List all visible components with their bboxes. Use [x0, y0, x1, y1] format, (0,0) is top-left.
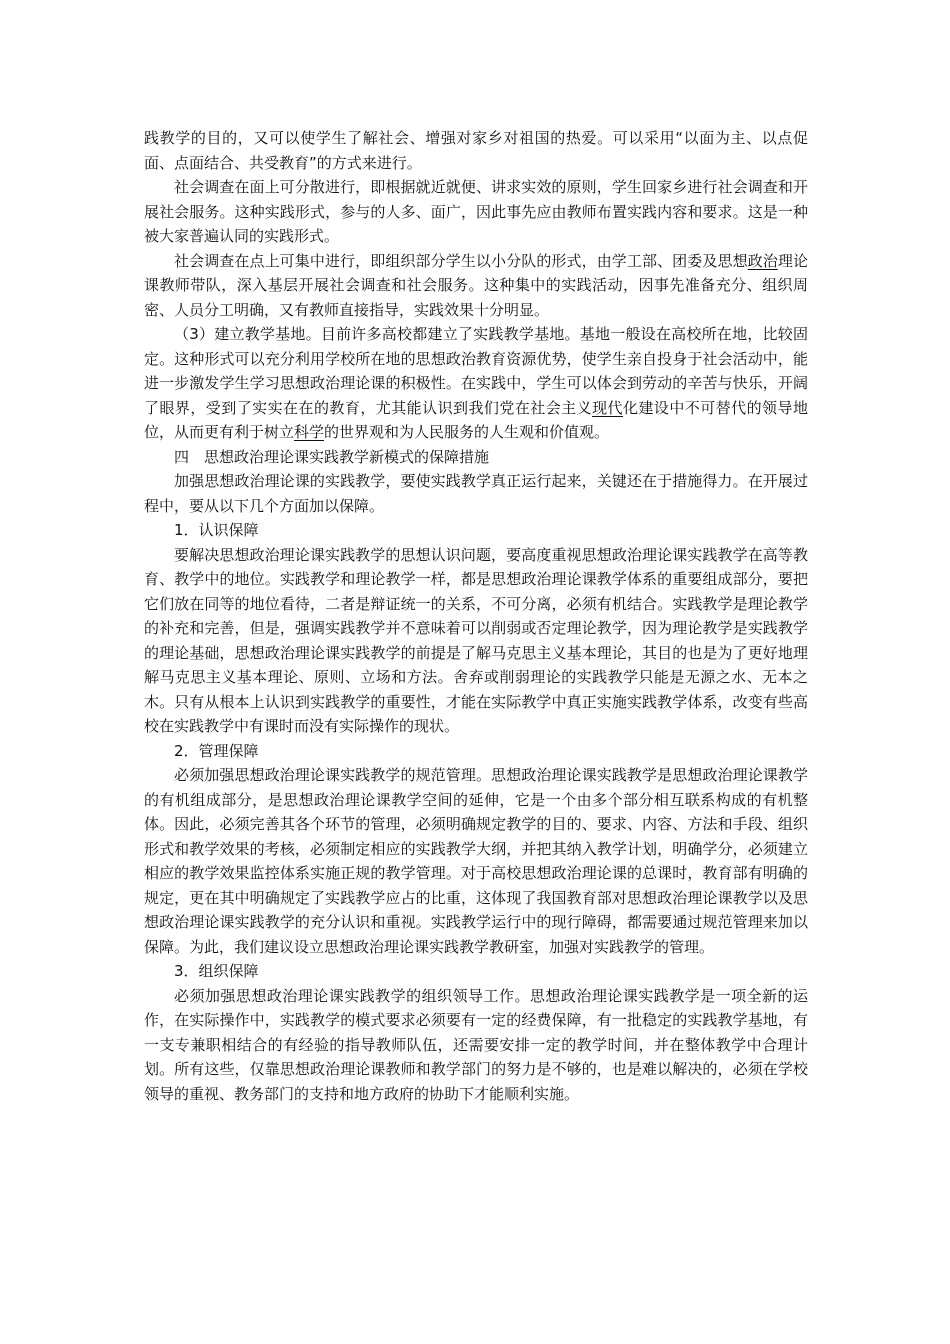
paragraph-text: 化建设中不可替代的领导地位，从而更有利于树立	[144, 398, 808, 441]
paragraph-management: 必须加强思想政治理论课实践教学的规范管理。思想政治理论课实践教学是思想政治理论课教学的有机组成部分，是思想政治理论课教学空间的延伸，它是一个由多个部分相互联系构成的有机整体。因此，必须完善其各个环节的管理，必须明确规定教学的目的、要求、内容、方法和手段、组织形式和教学效果的考核，必须制定相应的实践教学大纲，并把其纳入教学计划，明确学分，必须建立相应的教学效果监控体系实施正规的教学管理。对于高校思想政治理论课的总课时，教育部有明确的规定，更在其中明确规定了实践教学应占的比重，这体现了我国教育部对思想政治理论课教学以及思想政治理论课实践教学的充分认识和重视。实践教学运行中的现行障碍，都需要通过规范管理来加以保障。为此，我们建议设立思想政治理论课实践教学教研室，加强对实践教学的管理。	[144, 766, 808, 956]
link-modern[interactable]: 现代	[592, 398, 623, 417]
paragraph-guarantee-intro: 加强思想政治理论课的实践教学，要使实践教学真正运行起来，关键还在于措施得力。在开展过程中，要从以下几个方面加以保障。	[144, 472, 808, 515]
document-body	[144, 126, 808, 1106]
paragraph-organization: 必须加强思想政治理论课实践教学的组织领导工作。思想政治理论课实践教学是一项全新的运作，在实际操作中，实践教学的模式要求必须要有一定的经费保障，有一批稳定的实践教学基地，有一支专兼职相结合的有经验的指导教师队伍，还需要安排一定的教学时间，并在整体教学中合理计划。所有这些，仅靠思想政治理论课教师和教学部门的努力是不够的，也是难以解决的，必须在学校领导的重视、教务部门的支持和地方政府的协助下才能顺利实施。	[144, 986, 808, 1103]
link-science[interactable]: 科学	[294, 423, 325, 441]
paragraph-awareness: 要解决思想政治理论课实践教学的思想认识问题，要高度重视思想政治理论课实践教学在高等教育、教学中的地位。实践教学和理论教学一样，都是思想政治理论课教学体系的重要组成部分，要把它们放在同等的地位看待，二者是辩证统一的关系，不可分离，必须有机结合。实践教学是理论教学的补充和完善，但是，强调实践教学并不意味着可以削弱或否定理论教学，因为理论教学是实践教学的理论基础，思想政治理论课实践教学的前提是了解马克思主义基本理论，其目的也是为了更好地理解马克思主义基本理论、原则、立场和方法。舍弃或削弱理论的实践教学只能是无源之水、无本之木。只有从根本上认识到实践教学的重要性，才能在实际教学中真正实施实践教学体系，改变有些高校在实践教学中有课时而没有实际操作的现状。	[144, 545, 808, 735]
paragraph-continued: 践教学的目的，又可以使学生了解社会、增强对家乡对祖国的热爱。可以采用“以面为主、以点促面、点面结合、共受教育”的方式来进行。	[144, 129, 808, 172]
paragraph-text: 社会调查在点上可集中进行，即组织部分学生以小分队的形式，由学工部、团委及思想	[174, 251, 748, 270]
section-heading-guarantee: 四 思想政治理论课实践教学新模式的保障措施	[174, 447, 490, 466]
paragraph-text: 的世界观和为人民服务的人生观和价值观。	[324, 423, 610, 441]
subheading-organization: 3．组织保障	[174, 962, 259, 980]
paragraph-survey-dispersed: 社会调查在面上可分散进行，即根据就近就便、讲求实效的原则，学生回家乡进行社会调查和开展社会服务。这种实践形式，参与的人多、面广，因此事先应由教师布置实践内容和要求。这是一种被大家普遍认同的实践形式。	[144, 178, 808, 245]
subheading-awareness: 1．认识保障	[174, 521, 259, 539]
paragraph-survey-concentrated	[144, 249, 808, 323]
paragraph-text: （3）建立教学基地。目前许多高校都建立了实践教学基地。基地一般设在高校所在地，比较固定。这种形式可以充分利用学校所在地的思想政治教育资源优势，使学生亲自投身于社会活动中，能进一步激发学生学习思想政治理论课的积极性。在实践中，学生可以体会到劳动的辛苦与快乐，开阔了眼界，受到了实实在在的教育，尤其能认识到我们党在社会主义	[144, 325, 808, 417]
subheading-management: 2．管理保障	[174, 741, 259, 760]
paragraph-text: 理论课教师带队，深入基层开展社会调查和社会服务。这种集中的实践活动，因事先准备充分、组织周密、人员分工明确，又有教师直接指导，实践效果十分明显。	[144, 251, 808, 319]
paragraph-teaching-base	[144, 322, 808, 445]
link-politics[interactable]: 政治	[747, 251, 778, 270]
